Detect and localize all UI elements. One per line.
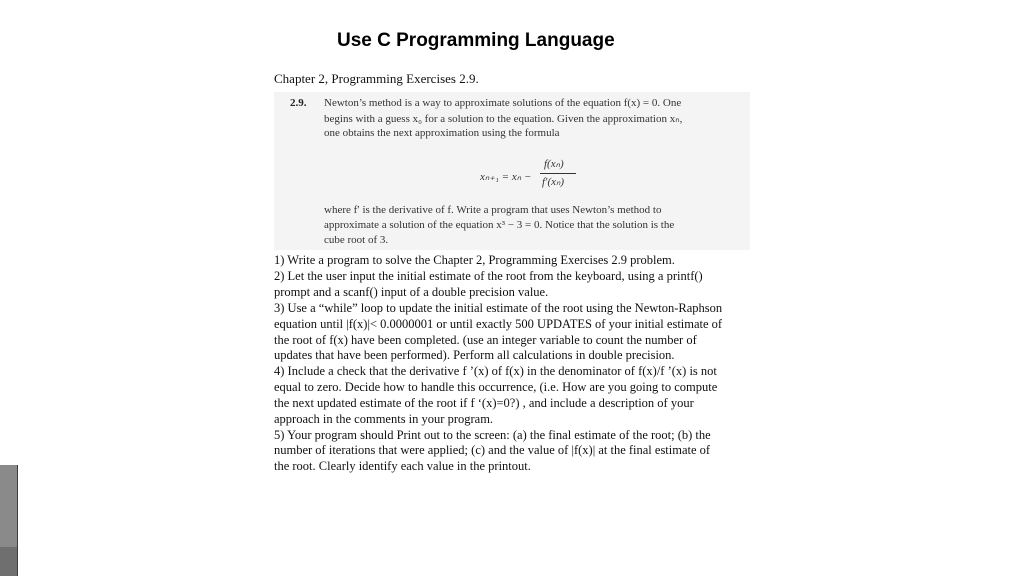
exercise-line: Newton’s method is a way to approximate solutions of the equation f(x) = 0. One (324, 97, 682, 109)
task-line: prompt and a scanf() input of a double precision value. (274, 285, 549, 299)
exercise-line: one obtains the next approximation using the formula (324, 127, 560, 139)
exercise-line: approximate a solution of the equation x³ − 3 = 0. Notice that the solution is the (324, 219, 675, 231)
task-line: equation until |f(x)|< 0.0000001 or until exactly 500 UPDATES of your initial estimate of (274, 317, 723, 331)
task-line: the root of f(x) have been completed. (use an integer variable to count the number of (274, 333, 697, 347)
exercise-line: cube root of 3. (324, 234, 389, 246)
task-line: number of iterations that were applied; (c) and the value of |f(x)| at the final estimate of (274, 443, 711, 457)
task-line: 3) Use a “while” loop to update the initial estimate of the root using the Newton-Raphson (274, 301, 723, 315)
exercise-line: begins with a guess x₀ for a solution to the equation. Given the approximation xₙ, (324, 113, 683, 125)
formula-numerator: f(xₙ) (544, 158, 564, 170)
task-line: equal to zero. Decide how to handle this occurrence, (i.e. How are you going to compute (274, 380, 718, 394)
task-line: updates that have been performed). Perform all calculations in double precision. (274, 348, 675, 362)
exercise-number: 2.9. (290, 97, 307, 109)
fraction-bar (540, 173, 576, 174)
task-line: 2) Let the user input the initial estimate of the root from the keyboard, using a printf() (274, 269, 703, 283)
task-line: the root. Clearly identify each value in the printout. (274, 459, 531, 473)
task-line: the next updated estimate of the root if f ‘(x)=0?) , and include a description of your (274, 396, 694, 410)
task-line: approach in the comments in your program. (274, 412, 494, 426)
page-title: Use C Programming Language (337, 30, 615, 51)
task-line: 4) Include a check that the derivative f ’(x) of f(x) in the denominator of f(x)/f ’(x) is not (274, 364, 717, 378)
formula-lhs: xₙ₊₁ = xₙ − (480, 171, 532, 183)
task-line: 1) Write a program to solve the Chapter 2, Programming Exercises 2.9 problem. (274, 253, 675, 267)
chapter-reference: Chapter 2, Programming Exercises 2.9. (274, 71, 479, 86)
formula-denominator: f′(xₙ) (542, 176, 565, 188)
task-line: 5) Your program should Print out to the screen: (a) the final estimate of the root; (b) the (274, 428, 711, 442)
exercise-line: where f′ is the derivative of f. Write a program that uses Newton’s method to (324, 204, 662, 216)
side-scrollbar[interactable] (0, 465, 18, 576)
